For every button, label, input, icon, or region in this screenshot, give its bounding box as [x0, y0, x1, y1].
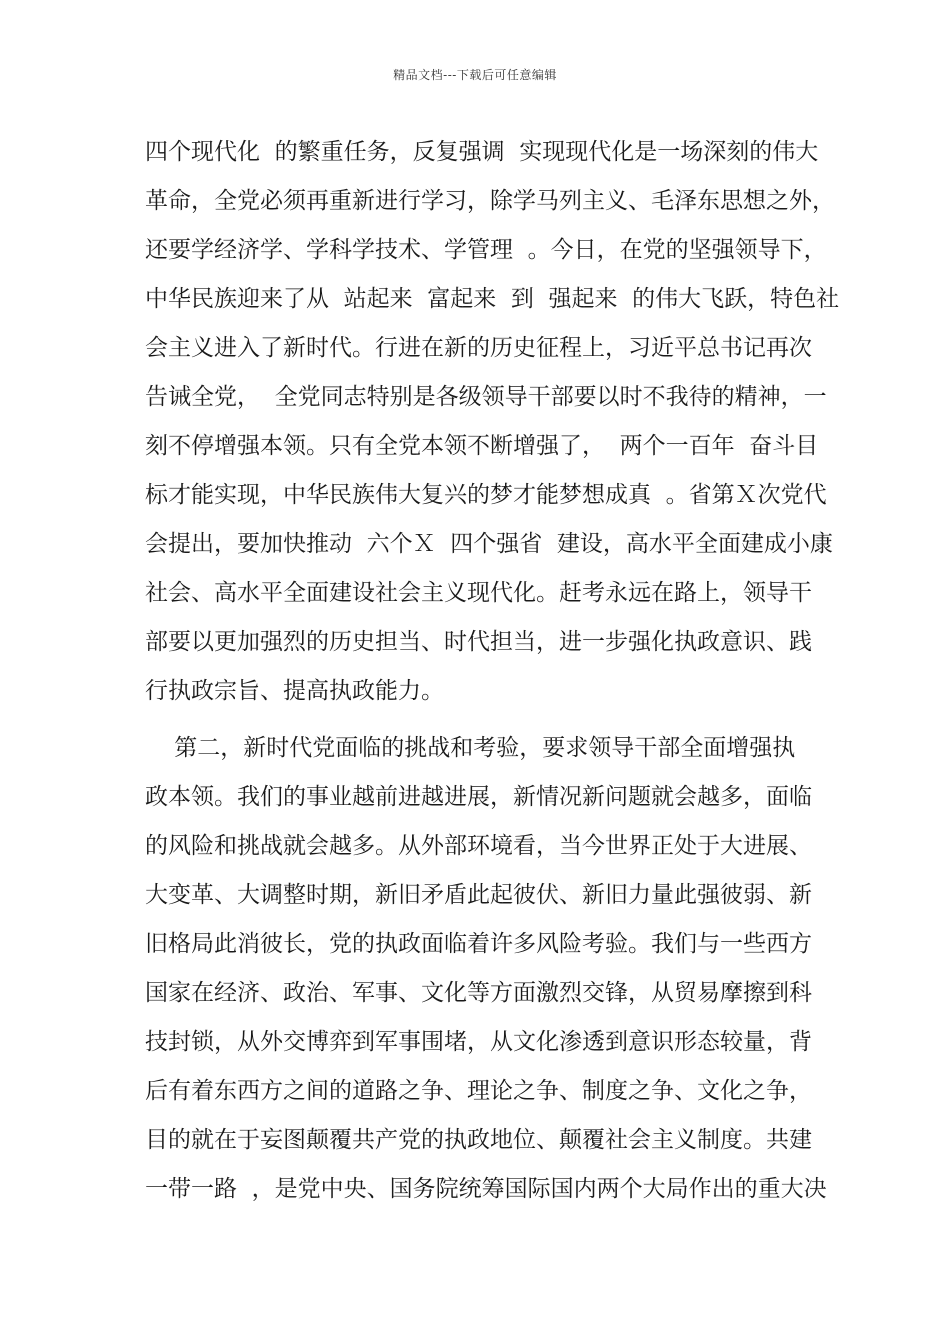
text-line: 社会、高水平全面建设社会主义现代化。赶考永远在路上，领导干	[145, 580, 812, 606]
page-header: 精品文档---下载后可任意编辑	[393, 68, 557, 82]
text-line: 大变革、大调整时期，新旧矛盾此起彼伏、新旧力量此强彼弱、新	[145, 882, 812, 908]
text-line: 目的就在于妄图颠覆共产党的执政地位、颠覆社会主义制度。共建	[145, 1127, 812, 1153]
text-line: 部要以更加强烈的历史担当、时代担当，进一步强化执政意识、践	[145, 629, 812, 655]
text-line: 旧格局此消彼长，党的执政面临着许多风险考验。我们与一些西方	[145, 931, 812, 957]
text-line: 第二，新时代党面临的挑战和考验，要求领导干部全面增强执	[145, 735, 796, 761]
text-line: 的风险和挑战就会越多。从外部环境看，当今世界正处于大进展、	[145, 833, 812, 859]
text-line: 会提出，要加快推动 六个Ｘ 四个强省 建设，高水平全面建成小康	[145, 531, 833, 557]
text-line: 技封锁，从外交博弈到军事围堵，从文化渗透到意识形态较量，背	[145, 1029, 812, 1055]
paragraph	[145, 724, 827, 1214]
text-line: 四个现代化 的繁重任务，反复强调 实现现代化是一场深刻的伟大	[145, 139, 819, 165]
text-line: 告诫全党， 全党同志特别是各级领导干部要以时不我待的精神，一	[145, 384, 827, 410]
text-line: 革命，全党必须再重新进行学习，除学马列主义、毛泽东思想之外，	[145, 188, 835, 214]
paragraph	[145, 128, 840, 716]
text-line: 会主义进入了新时代。行进在新的历史征程上，习近平总书记再次	[145, 335, 812, 361]
text-line: 中华民族迎来了从 站起来 富起来 到 强起来 的伟大飞跃，特色社	[145, 286, 840, 312]
document-body	[145, 128, 840, 1214]
text-line: 还要学经济学、学科学技术、学管理 。今日，在党的坚强领导下，	[145, 237, 827, 263]
text-line: 刻不停增强本领。只有全党本领不断增强了， 两个一百年 奋斗目	[145, 433, 819, 459]
paragraph-gap	[145, 716, 810, 724]
text-line: 行执政宗旨、提高执政能力。	[145, 678, 444, 704]
text-line: 后有着东西方之间的道路之争、理论之争、制度之争、文化之争，	[145, 1078, 812, 1104]
text-line: 政本领。我们的事业越前进越进展，新情况新问题就会越多，面临	[145, 784, 812, 810]
text-line: 一带一路 ，是党中央、国务院统筹国际国内两个大局作出的重大决	[145, 1176, 827, 1202]
text-line: 标才能实现，中华民族伟大复兴的梦才能梦想成真 。省第Ｘ次党代	[145, 482, 827, 508]
text-line: 国家在经济、政治、军事、文化等方面激烈交锋，从贸易摩擦到科	[145, 980, 812, 1006]
